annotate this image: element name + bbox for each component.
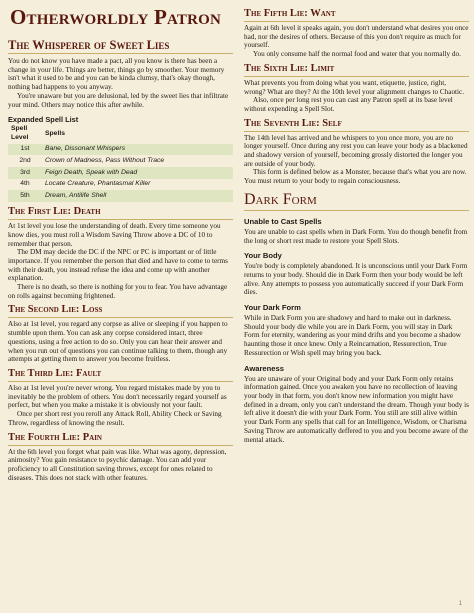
table-row — [8, 179, 233, 191]
spell-level-cell: 1st — [8, 144, 42, 156]
seventh-lie-paragraph-1: The 14th level has arrived and he whispers to you once more, you are no longer yourself. Once during any rest you can leave your body as a blackened and shadowy version of yourself, becoming grossly distorted the longer you are outside of your body. — [244, 133, 468, 168]
spell-table-header-row — [8, 124, 233, 143]
spells-header: Spells — [45, 129, 66, 137]
spell-level-cell: 3rd — [8, 167, 42, 179]
seventh-lie-heading: The Seventh Lie: Self — [244, 118, 469, 132]
third-lie-heading: The Third Lie: Fault — [8, 368, 233, 382]
unable-to-cast-paragraph: You are unable to cast spells when in Dark Form. You do though benefit from the long or short rest made to restore your Spell Slots. — [244, 227, 468, 245]
spell-level-cell: 2nd — [19, 156, 31, 164]
fourth-lie-heading: The Fourth Lie: Pain — [8, 432, 233, 446]
page-title: Otherworldly Patron — [10, 5, 222, 29]
third-lie-paragraph-1: Also at 1st level you're never wrong. You regard mistakes made by you to inevitably be the problem of others. You don't necessarily regard yourself as perfect, but when you make a mistake it is obviously not your fault. — [8, 383, 227, 410]
spell-table-title: Expanded Spell List — [8, 115, 79, 125]
table-row — [8, 144, 233, 156]
seventh-lie-paragraph-2: This form is defined below as a Monster, because that's what you are now. You must return to your body to regain consciousness. — [244, 168, 467, 186]
third-lie-paragraph-2: Once per short rest you reroll any Attack Roll, Ability Check or Saving Throw, regardless of knowing the result. — [8, 410, 222, 427]
sixth-lie-paragraph-1: What prevents you from doing what you want, etiquette, justice, right, wrong? What are they? At the 10th level your alignment changes to Chaotic. — [244, 78, 465, 96]
your-body-heading: Your Body — [244, 251, 282, 261]
your-body-paragraph: You're body is completely abandoned. It is unconscious until your Dark Form returns to your body. Should die in Dark Form then your body would be left alive. Any attempts to possess you automatically succeed if your Dark Form dies. — [244, 262, 468, 297]
spells-cell: Dream, Antilife Shell — [42, 190, 233, 202]
page-number: 1 — [458, 601, 462, 607]
dark-form-heading: Dark Form — [244, 191, 469, 211]
sixth-lie-heading: The Sixth Lie: Limit — [244, 63, 469, 77]
right-column — [244, 8, 469, 444]
spells-cell: Locate Creature, Phantasmal Killer — [45, 180, 151, 188]
fourth-lie-paragraph-1: At the 6th level you forget what pain was like. What was agony, depression, animosity? You gain resistance to psychic damage. You can add your proficiency to all Constitution saving throws, except for ones related to diseases. This does not stack with other features. — [8, 447, 227, 482]
spell-table — [8, 124, 233, 202]
spells-cell: Bane, Dissonant Whispers — [42, 144, 233, 156]
first-lie-heading: The First Lie: Death — [8, 206, 233, 220]
spell-level-cell: 4th — [20, 180, 30, 188]
unable-to-cast-heading: Unable to Cast Spells — [244, 216, 322, 226]
second-lie-heading: The Second Lie: Loss — [8, 304, 233, 318]
sixth-lie-paragraph-2: Also, once per long rest you can cast any Patron spell at its base level without expending a Spell Slot. — [244, 96, 453, 113]
spell-level-header: Spell Level — [11, 125, 29, 141]
left-column — [8, 38, 233, 482]
fifth-lie-heading: The Fifth Lie: Want — [244, 8, 469, 22]
table-row — [8, 190, 233, 202]
spells-cell: Crown of Madness, Pass Without Trace — [45, 156, 165, 164]
table-row — [8, 155, 233, 167]
section-title: The Whisperer of Sweet Lies — [8, 38, 233, 54]
spells-cell: Feign Death, Speak with Dead — [42, 167, 233, 179]
awareness-paragraph: You are unaware of your Original body and your Dark Form only retains information gained. Once you awaken you have no recollection of leaving your body in that form, you don't know new information you might have defined in a dream, only you can't understand the dream. Though your body is left alive it doesn't die with your Dark Form. You still are still alive within your Dark Form any spells that call for an Intelligence, Wisdom, or Charisma Saving Throw are automatically deffered to you and you become aware of the mental attack. — [244, 374, 469, 444]
first-lie-paragraph-1: At 1st level you lose the understanding of death. Every time someone you know dies, you must roll a Wisdom Saving Throw above a DC of 10 to remember that person. — [8, 222, 221, 248]
intro-paragraph-2: You're unaware but you are delusional, led by the sweet lies that infiltrate your mind. Others may notice this after awhile. — [8, 91, 229, 109]
your-dark-form-paragraph: While in Dark Form you are shadowy and hard to make out in darkness. Should your body die while you are in Dark Form, you will stay in Dark Form for eternity, wandering as your mind drifts and you become a shadow haunting those it once knew. Only a Reincarnation, Ressurection, True Ressurection or Wish spell may bring you back. — [244, 314, 461, 357]
your-dark-form-heading: Your Dark Form — [244, 303, 301, 313]
fifth-lie-paragraph-2: You only consume half the normal food and water that you normally do. — [253, 50, 461, 59]
awareness-heading: Awareness — [244, 363, 284, 373]
intro-paragraph-1: You do not know you have made a pact, all you know is there has been a change in your life. Things are better, things go by smoother. Your memory isn't what it used to be and you can be kinda clumsy, that's okay though, nothing bad happens to you anyway. — [8, 57, 225, 92]
spell-level-cell: 5th — [8, 190, 42, 202]
fifth-lie-paragraph-1: Again at 6th level it speaks again, you don't understand what desires you once had, nor the desires of others. Because of this you don't require as much for yourself. — [244, 24, 469, 50]
table-row — [8, 167, 233, 179]
second-lie-paragraph-1: Also at 1st level, you regard any corpse as alive or sleeping if you happen to stumble upon them. You can ask any corpse considered intact, three questions, using a free action to do so. Only you can hear their answer and when you run out of questions you can continue talking to them, though any attempts at getting them to answer you become fruitless. — [8, 320, 228, 364]
first-lie-paragraph-2: The DM may decide the DC if the NPC or PC is important or of little importance. If you remember the person that died and have to come to terms with their death, you instead refuse the idea and come up with another explanation. — [8, 248, 228, 283]
first-lie-paragraph-3: There is no death, so there is nothing for you to fear. You have advantage on rolls against becoming frightened. — [8, 283, 228, 300]
